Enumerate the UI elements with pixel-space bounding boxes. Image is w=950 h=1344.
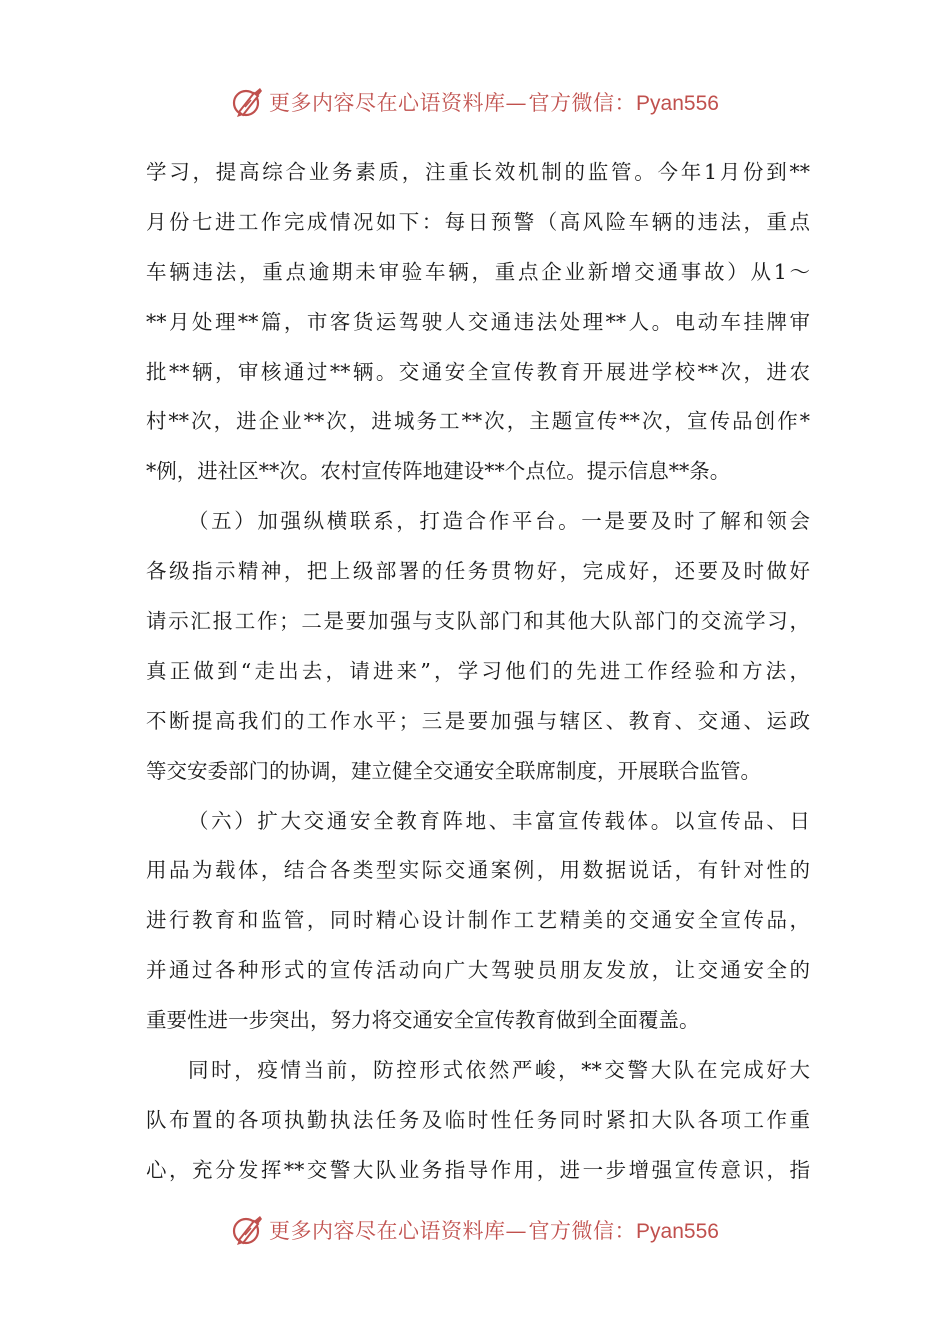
body-line: **月处理**篇，市客货运驾驶人交通违法处理**人。电动车挂牌审 — [146, 309, 810, 334]
body-line: 各级指示精神，把上级部署的任务贯物好，完成好，还要及时做好 — [146, 559, 810, 584]
watermark-main: 更多内容尽在心语资料库 — [269, 1219, 506, 1243]
document-body — [146, 148, 810, 1196]
body-line: 学习，提高综合业务素质，注重长效机制的监管。今年1月份到** — [146, 160, 810, 184]
body-line: 进行教育和监管，同时精心设计制作工艺精美的交通安全宣传品， — [146, 908, 810, 933]
body-line: 村**次，进企业**次，进城务工**次，主题宣传**次，宣传品创作* — [146, 409, 810, 434]
section-five-heading-line: （五）加强纵横联系，打造合作平台。一是要及时了解和领会 — [188, 509, 810, 534]
footer-watermark — [0, 1208, 950, 1252]
body-line: 心，充分发挥**交警大队业务指导作用，进一步增强宣传意识，指 — [146, 1157, 810, 1182]
watermark-main: 更多内容尽在心语资料库 — [269, 91, 506, 115]
body-line: 批**辆，审核通过**辆。交通安全宣传教育开展进学校**次，进农 — [146, 359, 810, 384]
section-six-heading-line: （六）扩大交通安全教育阵地、丰富宣传载体。以宣传品、日 — [188, 808, 810, 833]
body-line: 请示汇报工作；二是要加强与支队部门和其他大队部门的交流学习， — [146, 609, 810, 634]
body-line: 车辆违法，重点逾期未审验车辆，重点企业新增交通事故）从1～ — [146, 259, 810, 284]
header-watermark — [0, 80, 950, 124]
body-line: 用品为载体，结合各类型实际交通案例，用数据说话，有针对性的 — [146, 858, 810, 883]
watermark-wechat-label: 官方微信： — [528, 91, 637, 115]
pen-nib-circle-icon — [231, 1213, 265, 1247]
watermark-text — [269, 87, 719, 117]
watermark-dash: — — [505, 1219, 527, 1243]
body-line: 真正做到“走出去，请进来”，学习他们的先进工作经验和方法， — [146, 658, 810, 683]
pen-nib-circle-icon — [231, 85, 265, 119]
body-line: 重要性进一步突出，努力将交通安全宣传教育做到全面覆盖。 — [146, 1008, 700, 1033]
body-line: *例，进社区**次。农村宣传阵地建设**个点位。提示信息**条。 — [146, 459, 731, 484]
watermark-wechat-id: Pyan556 — [636, 92, 719, 115]
watermark-text — [269, 1215, 719, 1245]
paragraph-start-line: 同时，疫情当前，防控形式依然严峻，**交警大队在完成好大 — [188, 1058, 810, 1083]
body-line: 队布置的各项执勤执法任务及临时性任务同时紧扣大队各项工作重 — [146, 1107, 810, 1132]
watermark-wechat-id: Pyan556 — [636, 1220, 719, 1243]
body-line: 不断提高我们的工作水平；三是要加强与辖区、教育、交通、运政 — [146, 708, 810, 733]
body-line: 月份七进工作完成情况如下：每日预警（高风险车辆的违法，重点 — [146, 209, 810, 234]
body-line: 等交安委部门的协调，建立健全交通安全联席制度，开展联合监管。 — [146, 758, 761, 783]
watermark-wechat-label: 官方微信： — [528, 1219, 637, 1243]
watermark-dash: — — [505, 91, 527, 115]
body-line: 并通过各种形式的宣传活动向广大驾驶员朋友发放，让交通安全的 — [146, 958, 810, 983]
